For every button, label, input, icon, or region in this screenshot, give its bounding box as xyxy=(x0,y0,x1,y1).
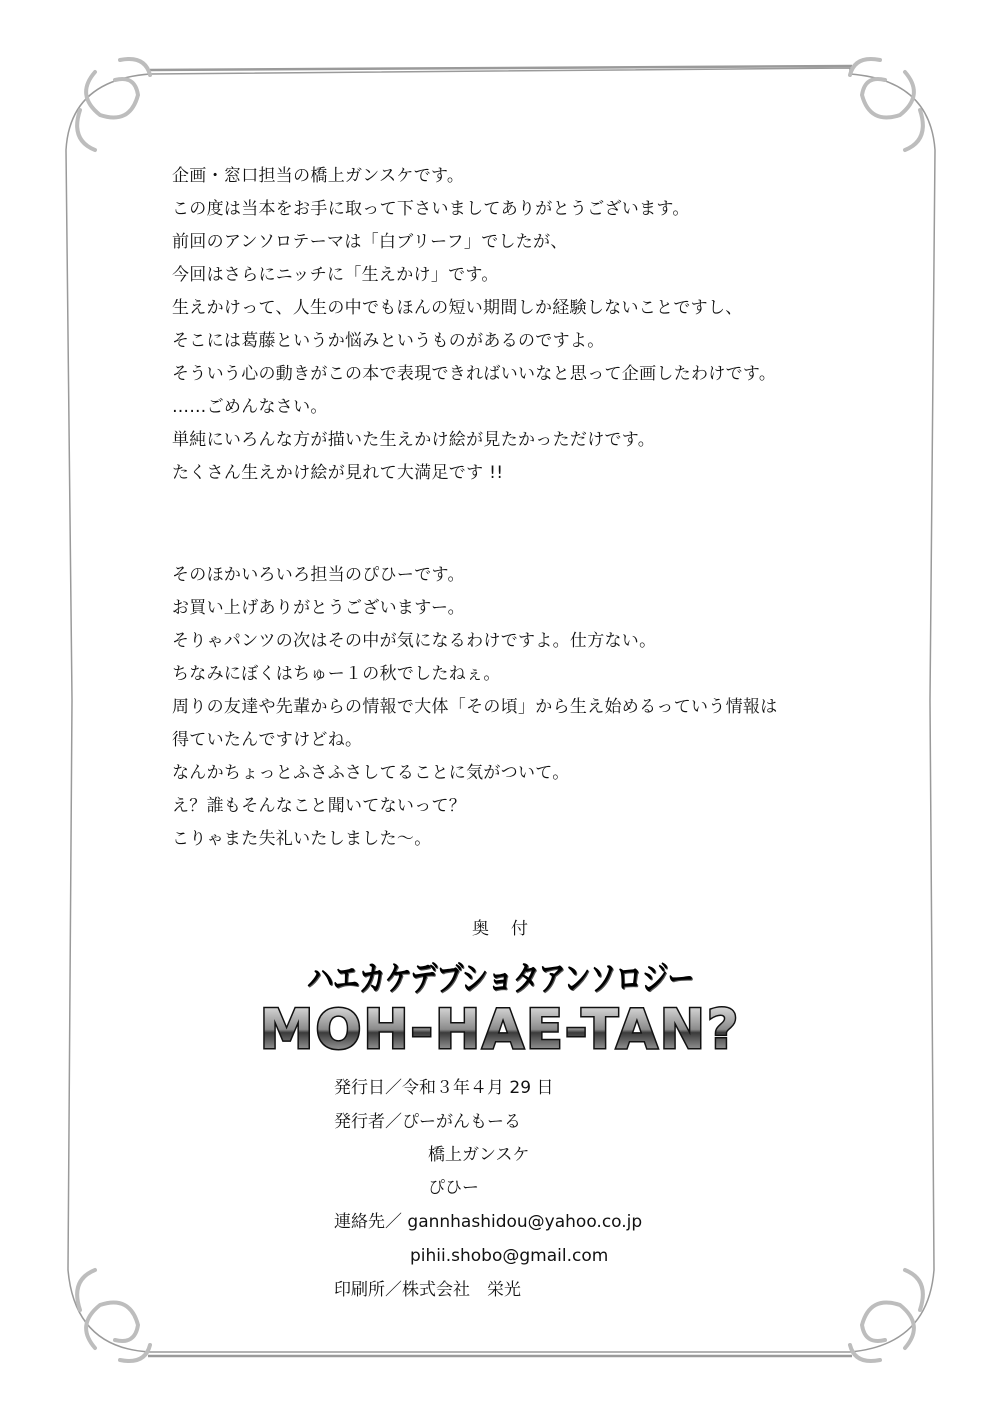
corner-ornament-top-left-icon xyxy=(77,59,150,150)
text-line: 生えかけって、人生の中でもほんの短い期間しか経験しないことですし、 xyxy=(172,298,743,318)
text-line: ちなみにぼくはちゅー１の秋でしたねぇ。 xyxy=(172,664,501,684)
text-line: え？誰もそんなこと聞いてないって？ xyxy=(172,796,467,816)
corner-ornament-bottom-left-icon xyxy=(77,1270,150,1361)
logo-title-text: MOH-HAE-TAN? xyxy=(259,998,741,1058)
publisher-member: 橋上ガンスケ xyxy=(428,1145,530,1165)
text-line: 周りの友達や先輩からの情報で大体「その頃」から生え始めるっていう情報は xyxy=(172,697,778,717)
text-line: なんかちょっとふさふさしてることに気がついて。 xyxy=(172,763,570,783)
contact-email-2: pihii.shobo@gmail.com xyxy=(410,1246,609,1266)
afterword-paragraph-1 xyxy=(172,160,776,490)
text-line: この度は当本をお手に取って下さいましてありがとうございます。 xyxy=(172,199,690,219)
text-line: そのほかいろいろ担当のぴひーです。 xyxy=(172,565,465,585)
text-line: たくさん生えかけ絵が見れて大満足です !! xyxy=(172,463,504,483)
text-line: 今回はさらにニッチに「生えかけ」です。 xyxy=(172,265,499,285)
colophon-heading: 奥付 xyxy=(472,919,550,939)
publisher-member: ぴひー xyxy=(428,1178,479,1198)
text-line: 単純にいろんな方が描いた生えかけ絵が見たかっただけです。 xyxy=(172,430,656,450)
corner-ornament-top-right-icon xyxy=(850,59,923,150)
text-line: お買い上げありがとうございますー。 xyxy=(172,598,465,618)
contact-info: 連絡先／ gannhashidou@yahoo.co.jp xyxy=(334,1212,643,1232)
text-line: そういう心の動きがこの本で表現できればいいなと思って企画したわけです。 xyxy=(172,364,777,384)
text-line: 得ていたんですけどね。 xyxy=(172,730,363,750)
text-line: 企画・窓口担当の橋上ガンスケです。 xyxy=(172,166,465,186)
title-logo xyxy=(0,998,1000,1058)
corner-ornament-bottom-right-icon xyxy=(850,1270,923,1361)
text-line: そりゃパンツの次はその中が気になるわけですよ。仕方ない。 xyxy=(172,631,657,651)
publisher: 発行者／ぴーがんもーる xyxy=(334,1112,521,1132)
text-line: こりゃまた失礼いたしました〜。 xyxy=(172,829,432,849)
logo-subtitle: ハエカケデブショタアンソロジー xyxy=(306,959,694,999)
text-line: 前回のアンソロテーマは「白ブリーフ」でしたが、 xyxy=(172,232,568,252)
text-line: そこには葛藤というか悩みというものがあるのですよ。 xyxy=(172,331,605,351)
publish-date: 発行日／令和３年４月 29 日 xyxy=(334,1078,554,1098)
text-line: ……ごめんなさい。 xyxy=(172,397,328,417)
printer: 印刷所／株式会社 栄光 xyxy=(334,1280,521,1300)
afterword-paragraph-2 xyxy=(172,559,778,856)
